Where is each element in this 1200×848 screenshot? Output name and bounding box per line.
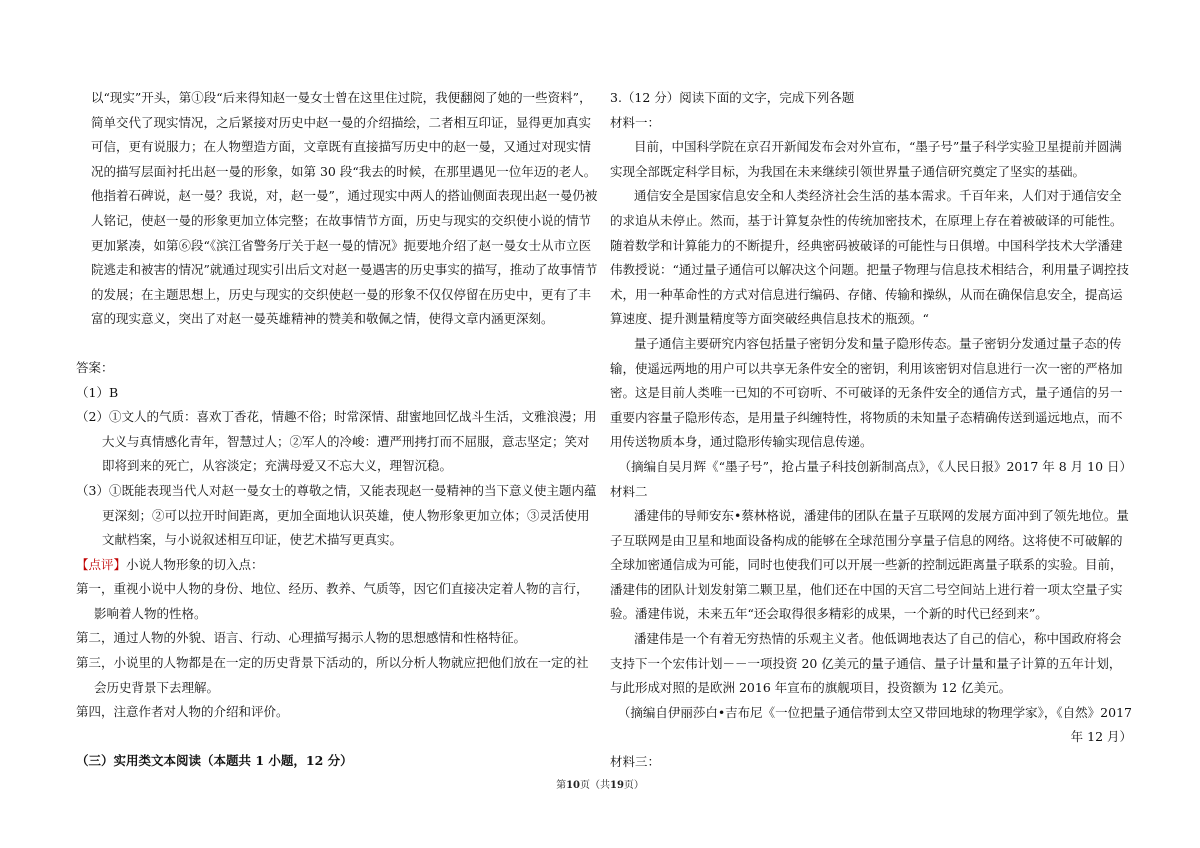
- comment-tag: 【点评】: [76, 556, 127, 572]
- footer-prefix: 第: [556, 780, 567, 791]
- material2-paragraph: 潘建伟是一个有着无穷热情的乐观主义者。他低调地表达了自己的信心，称中国政府将会支持下一个宏伟计划－－一项投资 20 亿美元的量子通信、量子计量和量子计算的五年计划，与此形成对照的是欧洲 2016 年宣布的旗舰项目，投资额为 12 亿美元。: [610, 631, 1122, 696]
- comment-line: [76, 553, 598, 578]
- answer-item: （3）①既能表现当代人对赵一曼女士的尊敬之情，又能表现赵一曼精神的当下意义使主题内蕴更深刻；②可以拉开时间距离，更加全面地认识英雄，使人物形象更加立体；③灵活使用文献档案，与小说叙述相互印证，使艺术描写更真实。: [76, 482, 597, 548]
- question-heading: 3.（12 分）阅读下面的文字，完成下列各题: [610, 90, 855, 105]
- material2-label: 材料二: [610, 483, 648, 499]
- material2-source: （摘编自伊丽莎白•吉布尼《一位把量子通信带到太空又带回地球的物理学家》，《自然》2017 年 12 月）: [617, 704, 1132, 745]
- point-item: 第一，重视小说中人物的身份、地位、经历、教养、气质等，因它们直接决定着人物的言行，影响着人物的性格。: [76, 581, 589, 621]
- material3-label: 材料三：: [610, 754, 661, 770]
- footer-total-pages: 19: [610, 780, 624, 791]
- material1-source: （摘编自吴月辉《“墨子号”，抢占量子科技创新制高点》，《人民日报》2017 年 8 月 10 日）: [618, 458, 1132, 474]
- answer-item: （1）B: [76, 384, 119, 400]
- footer-page-number: 10: [566, 780, 580, 791]
- analysis-paragraph: 以“现实”开头，第①段“后来得知赵一曼女士曾在这里住过院，我便翻阅了她的一些资料”，简单交代了现实情况，之后紧接对历史中赵一曼的介绍描绘，二者相互印证，显得更加真实可信，更有说服力；在人物塑造方面，文章既有直接描写历史中的赵一曼，又通过对现实情况的描写层面衬托出赵一曼的形象，如第 30 段“我去的时候，在那里遇见一位年迈的老人。他指着石碑说，赵一曼？我说，对，赵一曼”，通过现实中两人的搭讪侧面表现出赵一曼仍被人铭记，使赵一曼的形象更加立体完整；在故事情节方面，历史与现实的交织使小说的情节更加紧凑，如第⑥段“《滨江省警务厅关于赵一曼的情况》扼要地介绍了赵一曼女士从市立医院逃走和被害的情况”就通过现实引出后文对赵一曼遇害的历史事实的描写，推动了故事情节的发展；在主题思想上，历史与现实的交织使赵一曼的形象不仅仅停留在历史中，更有了丰富的现实意义，突出了对赵一曼英雄精神的赞美和敬佩之情，使得文章内涵更深刻。: [91, 90, 598, 327]
- right-column: [610, 86, 1132, 775]
- comment-text: 小说人物形象的切入点：: [126, 556, 264, 572]
- answer-item: （2）①文人的气质：喜欢丁香花，情趣不俗；时常深情、甜蜜地回忆战斗生活，文雅浪漫；用大义与真情感化青年，智慧过人；②军人的冷峻：遭严刑拷打而不屈服，意志坚定；笑对即将到来的死亡，从容淡定；充满母爱又不忘大义，理智沉稳。: [76, 409, 597, 474]
- material1-label: 材料一：: [610, 114, 661, 130]
- material1-paragraph: 目前，中国科学院在京召开新闻发布会对外宣布，“墨子号”量子科学实验卫星提前并圆满实现全部既定科学目标，为我国在未来继续引领世界量子通信研究奠定了坚实的基础。: [610, 139, 1122, 179]
- answer-label: 答案：: [76, 359, 114, 375]
- left-column: [76, 86, 598, 773]
- material1-paragraph: 量子通信主要研究内容包括量子密钥分发和量子隐形传态。量子密钥分发通过量子态的传输，使遥远两地的用户可以共享无条件安全的密钥，利用该密钥对信息进行一次一密的严格加密。这是目前人类唯一已知的不可窃听、不可破译的无条件安全的通信方式，量子通信的另一重要内容量子隐形传态，是用量子纠缠特性，将物质的未知量子态精确传送到遥远地点，而不用传送物质本身，通过隐形传输实现信息传递。: [610, 335, 1123, 450]
- point-item: 第二，通过人物的外貌、语言、行动、心理描写揭示人物的思想感情和性格特征。: [76, 630, 527, 646]
- material1-paragraph: 通信安全是国家信息安全和人类经济社会生活的基本需求。千百年来，人们对于通信安全的求追从未停止。然而，基于计算复杂性的传统加密技术，在原理上存在着被破译的可能性。随着数学和计算能力的不断提升，经典密码被破译的可能性与日俱增。中国科学技术大学潘建伟教授说：“通过量子通信可以解决这个问题。把量子物理与信息技术相结合，利用量子调控技术，用一种革命性的方式对信息进行编码、存储、传输和操纵，从而在确保信息安全，提高运算速度、提升测量精度等方面突破经典信息技术的瓶颈。“: [610, 188, 1129, 327]
- footer-suffix: 页）: [623, 780, 644, 791]
- point-item: 第四，注意作者对人物的介绍和评价。: [76, 704, 289, 720]
- point-item: 第三，小说里的人物都是在一定的历史背景下活动的，所以分析人物就应把他们放在一定的社会历史背景下去理解。: [76, 655, 589, 695]
- material2-paragraph: 潘建伟的导师安东•蔡林格说，潘建伟的团队在量子互联网的发展方面冲到了领先地位。量子互联网是由卫星和地面设备构成的能够在全球范围分享量子信息的网络。这将使不可破解的全球加密通信成为可能，同时也使我们可以开展一些新的控制远距离量子联系的实验。目前，潘建伟的团队计划发射第二颗卫星，他们还在中国的天宫二号空间站上进行着一项太空量子实验。潘建伟说，未来五年“还会取得很多精彩的成果，一个新的时代已经到来”。: [610, 508, 1129, 622]
- page-footer: [0, 776, 1200, 791]
- section-title: （三）实用类文本阅读（本题共 1 小题，12 分）: [76, 752, 353, 768]
- footer-mid: 页（共: [580, 780, 610, 791]
